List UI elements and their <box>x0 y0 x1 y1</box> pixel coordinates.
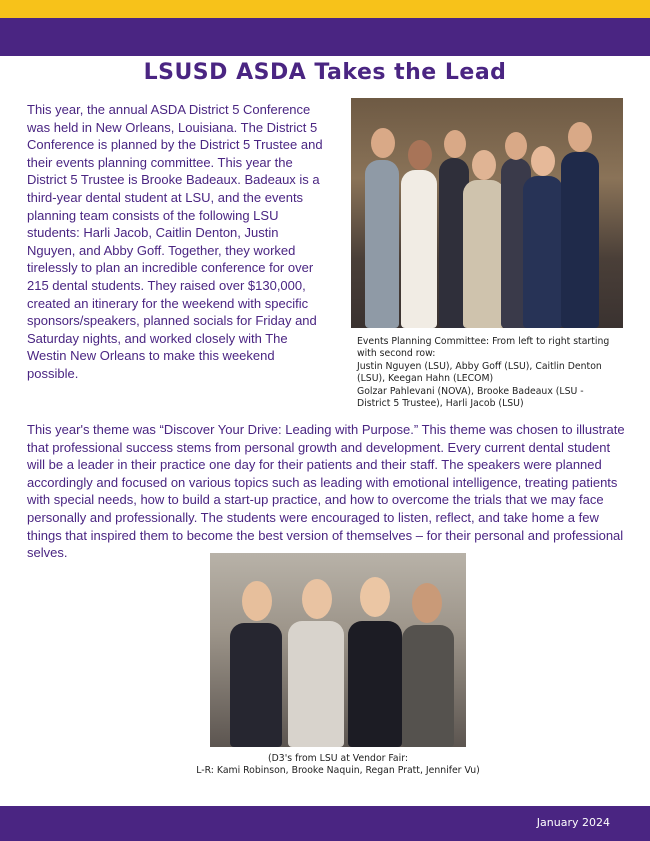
footer-bar <box>0 806 650 841</box>
theme-paragraph: This year's theme was “Discover Your Drive: Leading with Purpose.” This theme was chosen to illustrate that professional success stems from personal growth and development. Every current dental student will be a leader in their practice one day for their patients and their staff. The speakers were planned accordingly and focused on various topics such as leading with emotional intelligence, treating patients with special needs, how to build a start-up practice, and how to overcome the trials that we may face personally and professionally. The students were encouraged to listen, reflect, and take home a few things that inspired them to become the best version of themselves – for their personal and professional selves. <box>27 422 625 561</box>
person-figure <box>288 621 344 747</box>
person-figure <box>561 152 599 328</box>
person-head <box>568 122 592 152</box>
person-head <box>412 583 442 623</box>
header-gold-stripe <box>0 0 650 18</box>
person-figure <box>230 623 282 747</box>
person-head <box>408 140 432 170</box>
vendor-fair-photo-caption <box>170 753 506 778</box>
person-figure <box>348 621 402 747</box>
person-head <box>302 579 332 619</box>
committee-photo-caption <box>357 336 619 410</box>
person-head <box>505 132 527 160</box>
person-head <box>531 146 555 176</box>
person-head <box>472 150 496 180</box>
intro-paragraph: This year, the annual ASDA District 5 Conference was held in New Orleans, Louisiana. The District 5 Conference is planned by the District 5 Trustee and their events planning committee. This year the District 5 Trustee is Brooke Badeaux. Badeaux is a third-year dental student at LSU, and the events planning team consists of the following LSU students: Harli Jacob, Caitlin Denton, Justin Nguyen, and Abby Goff. Together, they worked tirelessly to plan an incredible conference for over 215 dental students. They raised over $130,000, created an itinerary for the weekend with specific sponsors/speakers, planned socials for Friday and Saturday nights, and worked closely with The Westin New Orleans to make this weekend possible. <box>27 102 323 381</box>
caption-line: Golzar Pahlevani (NOVA), Brooke Badeaux (LSU - District 5 Trustee), Harli Jacob (LSU) <box>357 385 584 410</box>
caption-line: Justin Nguyen (LSU), Abby Goff (LSU), Caitlin Denton (LSU), Keegan Hahn (LECOM) <box>357 360 602 385</box>
events-committee-photo <box>351 98 623 328</box>
person-head <box>444 130 466 158</box>
person-head <box>242 581 272 621</box>
person-figure <box>401 170 437 328</box>
person-figure <box>402 625 454 747</box>
vendor-fair-photo <box>210 553 466 747</box>
header-purple-band <box>0 18 650 56</box>
person-figure <box>523 176 563 328</box>
person-head <box>360 577 390 617</box>
person-figure <box>463 180 505 328</box>
page-title: LSUSD ASDA Takes the Lead <box>143 60 507 85</box>
caption-line: (D3's from LSU at Vendor Fair: <box>268 753 408 764</box>
person-figure <box>365 160 399 328</box>
footer-date: January 2024 <box>536 816 610 829</box>
caption-line: L-R: Kami Robinson, Brooke Naquin, Regan Pratt, Jennifer Vu) <box>196 765 480 777</box>
person-head <box>371 128 395 158</box>
caption-line: Events Planning Committee: From left to right starting with second row: <box>357 336 610 360</box>
